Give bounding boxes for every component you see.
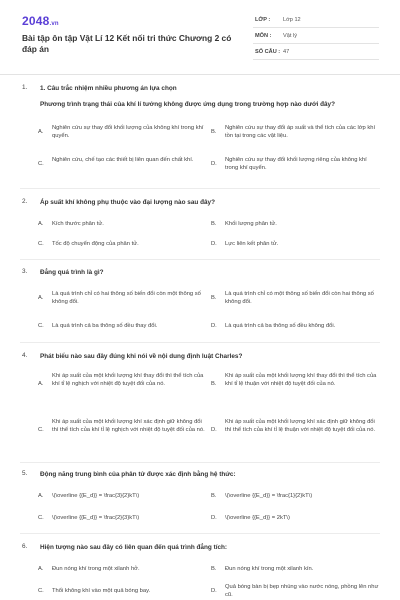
option-text: \(\overline {{E_d}} = \frac{3}{2}kT\) bbox=[52, 493, 140, 499]
question-stem: Phát biểu nào sau đây đúng khi nói về nội dung định luật Charles? bbox=[40, 353, 243, 360]
option-letter: B. bbox=[211, 381, 217, 387]
meta-value: 47 bbox=[283, 49, 290, 55]
question-stem: Đẳng quá trình là gì? bbox=[40, 269, 104, 276]
option-letter: B. bbox=[211, 493, 217, 499]
divider bbox=[20, 188, 380, 189]
question-stem: Động năng trung bình của phân tử được xác định bằng hệ thức: bbox=[40, 471, 236, 478]
meta-row-grade bbox=[253, 12, 379, 28]
question-subtext: Phương trình trạng thái của khí lí tưởng không được ứng dụng trong trường hợp nào dưới đây? bbox=[40, 101, 336, 108]
option-text: Đun nóng khí trong một xilanh hở. bbox=[52, 566, 140, 572]
option-text: Kích thước phân tử. bbox=[52, 221, 104, 227]
document-title: Bài tập ôn tập Vật Lí 12 Kết nối tri thức Chương 2 có đáp án bbox=[22, 33, 232, 54]
option-letter: A. bbox=[38, 221, 44, 227]
option-text: Là quá trình cả ba thông số đều thay đổi. bbox=[52, 323, 158, 329]
option-text: Nghiên cứu sự thay đổi áp suất và thể tích của các lớp khí tồn tại trong các vật liệu. bbox=[225, 125, 376, 140]
question-number: 4. bbox=[22, 352, 28, 359]
meta-key: LỚP : bbox=[255, 17, 271, 23]
meta-row-count bbox=[253, 44, 379, 60]
question-stem: Áp suất khí không phụ thuộc vào đại lượng nào sau đây? bbox=[40, 199, 215, 206]
page-header bbox=[0, 0, 400, 75]
question-number: 5. bbox=[22, 470, 28, 477]
site-logo[interactable] bbox=[22, 14, 59, 28]
option-text: Đun nóng khí trong một xilanh kín. bbox=[225, 566, 314, 572]
divider bbox=[20, 533, 380, 534]
option-letter: A. bbox=[38, 129, 44, 135]
option-text: Khi áp suất của một khối lượng khí thay đổi thì thể tích của khí tỉ lệ nghịch với nhiệt độ tuyệt đối của nó. bbox=[52, 373, 204, 388]
option-letter: A. bbox=[38, 493, 44, 499]
option-text: Là quá trình cả ba thông số đều không đổi. bbox=[225, 323, 336, 329]
option-text: Thổi không khí vào một quả bóng bay. bbox=[52, 588, 151, 594]
question-number: 2. bbox=[22, 198, 28, 205]
meta-key: MÔN : bbox=[255, 33, 272, 39]
question-stem: 1. Câu trắc nhiệm nhiều phương án lựa chọn bbox=[40, 85, 177, 92]
option-text: Lực liên kết phân tử. bbox=[225, 241, 279, 247]
option-letter: D. bbox=[211, 161, 217, 167]
option-text: Nghiên cứu sự thay đổi khối lượng của không khí trong khí quyển. bbox=[52, 125, 204, 140]
question-number: 6. bbox=[22, 543, 28, 550]
option-letter: C. bbox=[38, 588, 44, 594]
option-text: Quả bóng bàn bị bẹp nhúng vào nước nóng, phồng lên như cũ. bbox=[225, 584, 379, 599]
divider bbox=[20, 259, 380, 260]
option-text: \(\overline {{E_d}} = 2kT\) bbox=[225, 515, 290, 521]
option-text: Khi áp suất của một khối lượng khí thay đổi thì thể tích của khí tỉ lệ thuận với nhiệt độ tuyệt đối của nó. bbox=[225, 373, 377, 388]
option-letter: A. bbox=[38, 295, 44, 301]
option-letter: B. bbox=[211, 129, 217, 135]
option-text: \(\overline {{E_d}} = \frac{2}{3}kT\) bbox=[52, 515, 140, 521]
option-letter: B. bbox=[211, 221, 217, 227]
option-text: \(\overline {{E_d}} = \frac{1}{2}kT\) bbox=[225, 493, 313, 499]
option-text: Khi áp suất của một khối lượng khí xác định giữ không đổi thì thể tích của khí tỉ lệ nghịch với nhiệt độ tuyệt đối của nó. bbox=[52, 419, 205, 434]
option-letter: B. bbox=[211, 566, 217, 572]
option-text: Nghiên cứu, chế tạo các thiết bị liên quan đến chất khí. bbox=[52, 157, 194, 163]
option-letter: C. bbox=[38, 427, 44, 433]
option-letter: D. bbox=[211, 241, 217, 247]
option-text: Khối lượng phân tử. bbox=[225, 221, 277, 227]
option-text: Là quá trình chỉ có một thông số biến đổi còn hai thông số không đổi. bbox=[225, 291, 374, 306]
option-letter: B. bbox=[211, 295, 217, 301]
option-text: Khi áp suất của một khối lượng khí xác định giữ không đổi thì thể tích của khí tỉ lệ thuận với nhiệt độ tuyệt đối của nó. bbox=[225, 419, 376, 434]
question-number: 3. bbox=[22, 268, 28, 275]
logo-tld: .vn bbox=[49, 21, 59, 27]
meta-row-subject bbox=[253, 28, 379, 44]
meta-key: SỐ CÂU : bbox=[255, 49, 281, 55]
option-text: Là quá trình chỉ có hai thông số biến đổi còn một thông số không đổi. bbox=[52, 291, 201, 306]
option-letter: C. bbox=[38, 515, 44, 521]
question-number: 1. bbox=[22, 84, 28, 91]
option-letter: C. bbox=[38, 323, 44, 329]
option-letter: D. bbox=[211, 323, 217, 329]
divider bbox=[20, 342, 380, 343]
option-text: Nghiên cứu sự thay đổi khối lượng riêng của không khí trong khí quyển. bbox=[225, 157, 367, 172]
option-letter: D. bbox=[211, 588, 217, 594]
option-text: Tốc độ chuyển động của phân tử. bbox=[52, 241, 139, 247]
logo-text: 2048 bbox=[22, 14, 50, 28]
option-letter: A. bbox=[38, 381, 44, 387]
option-letter: A. bbox=[38, 566, 44, 572]
question-stem: Hiện tượng nào sau đây có liên quan đến quá trình đẳng tích: bbox=[40, 544, 228, 551]
meta-value: Lớp 12 bbox=[283, 17, 301, 23]
option-letter: D. bbox=[211, 427, 217, 433]
option-letter: C. bbox=[38, 241, 44, 247]
option-letter: C. bbox=[38, 161, 44, 167]
option-letter: D. bbox=[211, 515, 217, 521]
meta-value: Vật lý bbox=[283, 33, 297, 39]
divider bbox=[20, 462, 380, 463]
